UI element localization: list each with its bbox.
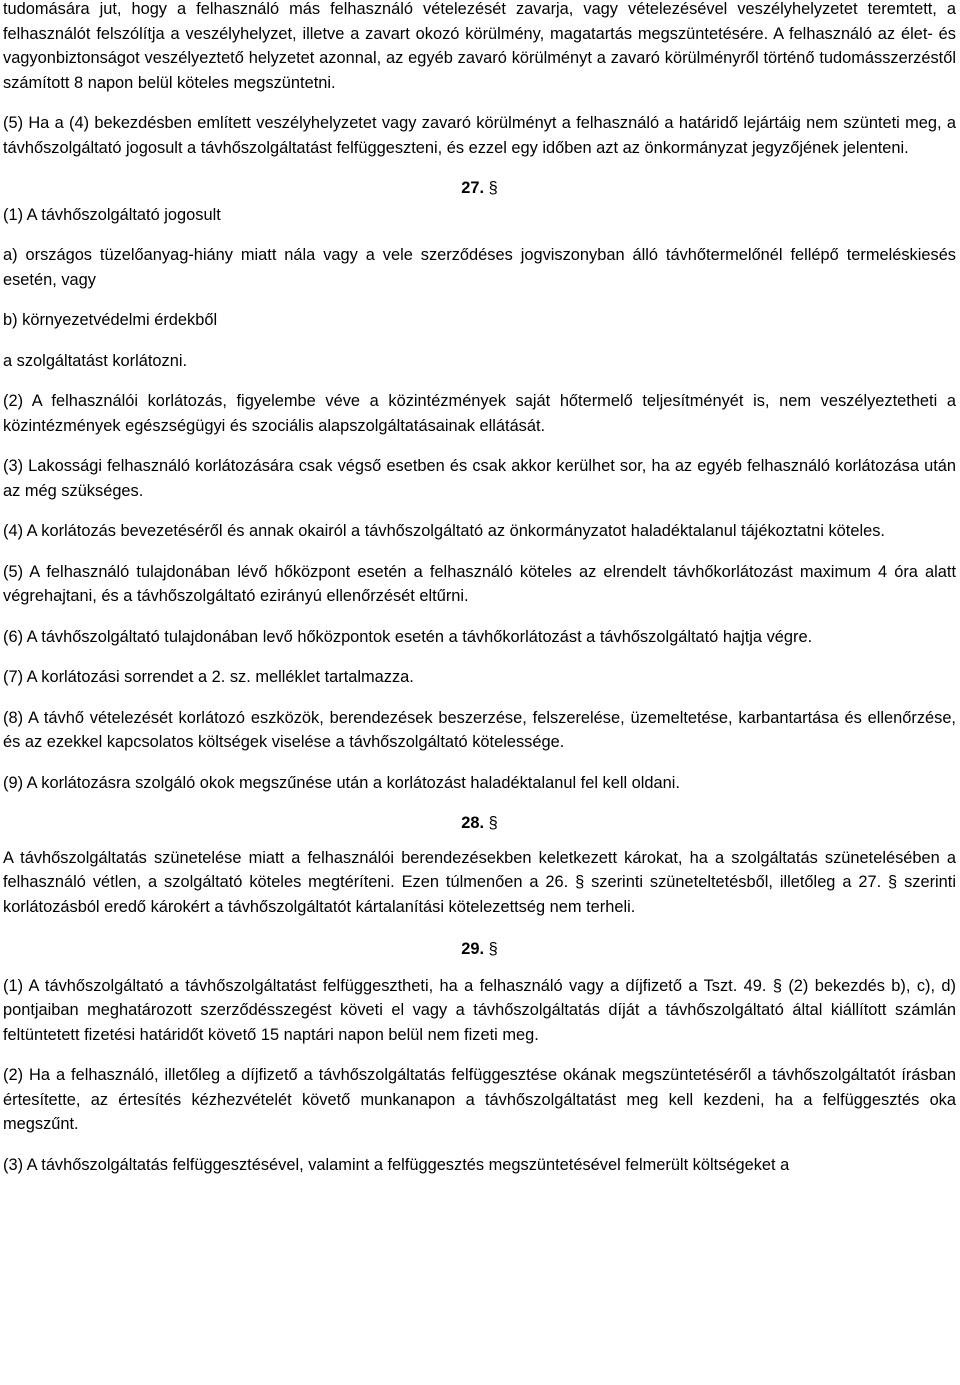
- paragraph-29-2: (2) Ha a felhasználó, illetőleg a díjfizető a távhőszolgáltatás felfüggesztése okának megszüntetéséről a távhőszolgáltatót írásban értesítette, az értesítés kézhezvételét követő munkanapon a távhőszolgáltatást meg kell kezdeni, ha a felfüggesztés oka megszűnt.: [3, 1066, 956, 1133]
- document-page: [3, 0, 956, 1193]
- paragraph-28: A távhőszolgáltatás szünetelése miatt a felhasználói berendezésekben keletkezett károkat, ha a szolgáltatás szünetelésében a felhasználó vétlen, a szolgáltató köteles megtéríteni. Ezen túlmenően a 26. § szerinti szüneteltetésből, illetőleg a 27. § szerinti korlátozásból eredő károkért a távhőszolgáltatót kártalanítási kötelezettség nem terheli.: [3, 848, 956, 916]
- paragraph-27-3: (3) Lakossági felhasználó korlátozására csak végső esetben és csak akkor kerülhet sor, ha az egyéb felhasználó korlátozása után az még szükséges.: [3, 457, 956, 500]
- paragraph-26-5: (5) Ha a (4) bekezdésben említett veszélyhelyzetet vagy zavaró körülményt a felhasználó a határidő lejártáig nem szünteti meg, a távhőszolgáltató jogosult a távhőszolgáltatást felfüggeszteni, és ezzel egy időben azt az önkormányzat jegyzőjének jelenteni.: [3, 114, 956, 157]
- paragraph-27-6: (6) A távhőszolgáltató tulajdonában levő hőközpontok esetén a távhőkorlátozást a távhőszolgáltató hajtja végre.: [3, 627, 813, 646]
- section-29-heading: [3, 937, 956, 962]
- section-symbol: §: [488, 940, 498, 958]
- section-number: 29.: [461, 940, 485, 958]
- paragraph-27-8: (8) A távhő vételezését korlátozó eszközök, berendezések beszerzése, felszerelése, üzemeltetése, karbantartása és ellenőrzése, és az ezekkel kapcsolatos költségek viselése a távhőszolgáltató kötelessége.: [3, 708, 956, 751]
- list-closing: a szolgáltatást korlátozni.: [3, 351, 188, 370]
- section-symbol: §: [488, 179, 498, 197]
- section-symbol: §: [488, 814, 498, 832]
- paragraph-27-2: (2) A felhasználói korlátozás, figyelembe véve a közintézmények saját hőtermelő teljesítményét is, nem veszélyeztetheti a közintézmények egészségügyi és szociális alapszolgáltatásainak ellátását.: [3, 392, 956, 435]
- paragraph-27-1: (1) A távhőszolgáltató jogosult: [3, 205, 221, 224]
- paragraph-29-1: (1) A távhőszolgáltató a távhőszolgáltatást felfüggesztheti, ha a felhasználó vagy a díjfizető a Tszt. 49. § (2) bekezdés b), c), d) pontjaiban meghatározott szerződésszegést követi el vagy a távhőszolgáltatás díját a távhőszolgáltató által kiállított számlán feltüntetett fizetési határidőt követő 15 naptári napon belül nem fizeti meg.: [3, 976, 956, 1044]
- paragraph-27-4: (4) A korlátozás bevezetéséről és annak okairól a távhőszolgáltató az önkormányzatot haladéktalanul tájékoztatni köteles.: [3, 522, 885, 540]
- paragraph-29-3: (3) A távhőszolgáltatás felfüggesztésével, valamint a felfüggesztés megszüntetésével felmerült költségeket a: [3, 1155, 790, 1174]
- section-27-heading: [3, 176, 956, 201]
- list-item-a: a) országos tüzelőanyag-hiány miatt nála vagy a vele szerződéses jogviszonyban álló távhőtermelőnél fellépő termeléskiesés esetén, vagy: [3, 246, 956, 289]
- paragraph-27-5: (5) A felhasználó tulajdonában lévő hőközpont esetén a felhasználó köteles az elrendelt távhőkorlátozást maximum 4 óra alatt végrehajtani, és a távhőszolgáltató ezirányú ellenőrzését eltűrni.: [3, 562, 956, 605]
- section-number: 28.: [461, 814, 485, 832]
- section-28-heading: [3, 811, 956, 836]
- paragraph-27-9: (9) A korlátozásra szolgáló okok megszűnése után a korlátozást haladéktalanul fel kell oldani.: [3, 773, 680, 792]
- list-item-b: b) környezetvédelmi érdekből: [3, 311, 218, 329]
- paragraph-27-7: (7) A korlátozási sorrendet a 2. sz. melléklet tartalmazza.: [3, 668, 414, 686]
- paragraph-continuation: tudomására jut, hogy a felhasználó más felhasználó vételezését zavarja, vagy vételezésével veszélyhelyzetet teremtett, a felhasználót felszólítja a veszélyhelyzet, illetve a zavart okozó körülmény, magatartás megszüntetésére. A felhasználó az élet- és vagyonbiztonságot veszélyeztető helyzetet azonnal, az egyéb zavaró körülményt a zavaró körülményről történő tudomásszerzéstől számított 8 napon belül köteles megszüntetni.: [3, 0, 956, 92]
- section-number: 27.: [461, 179, 485, 197]
